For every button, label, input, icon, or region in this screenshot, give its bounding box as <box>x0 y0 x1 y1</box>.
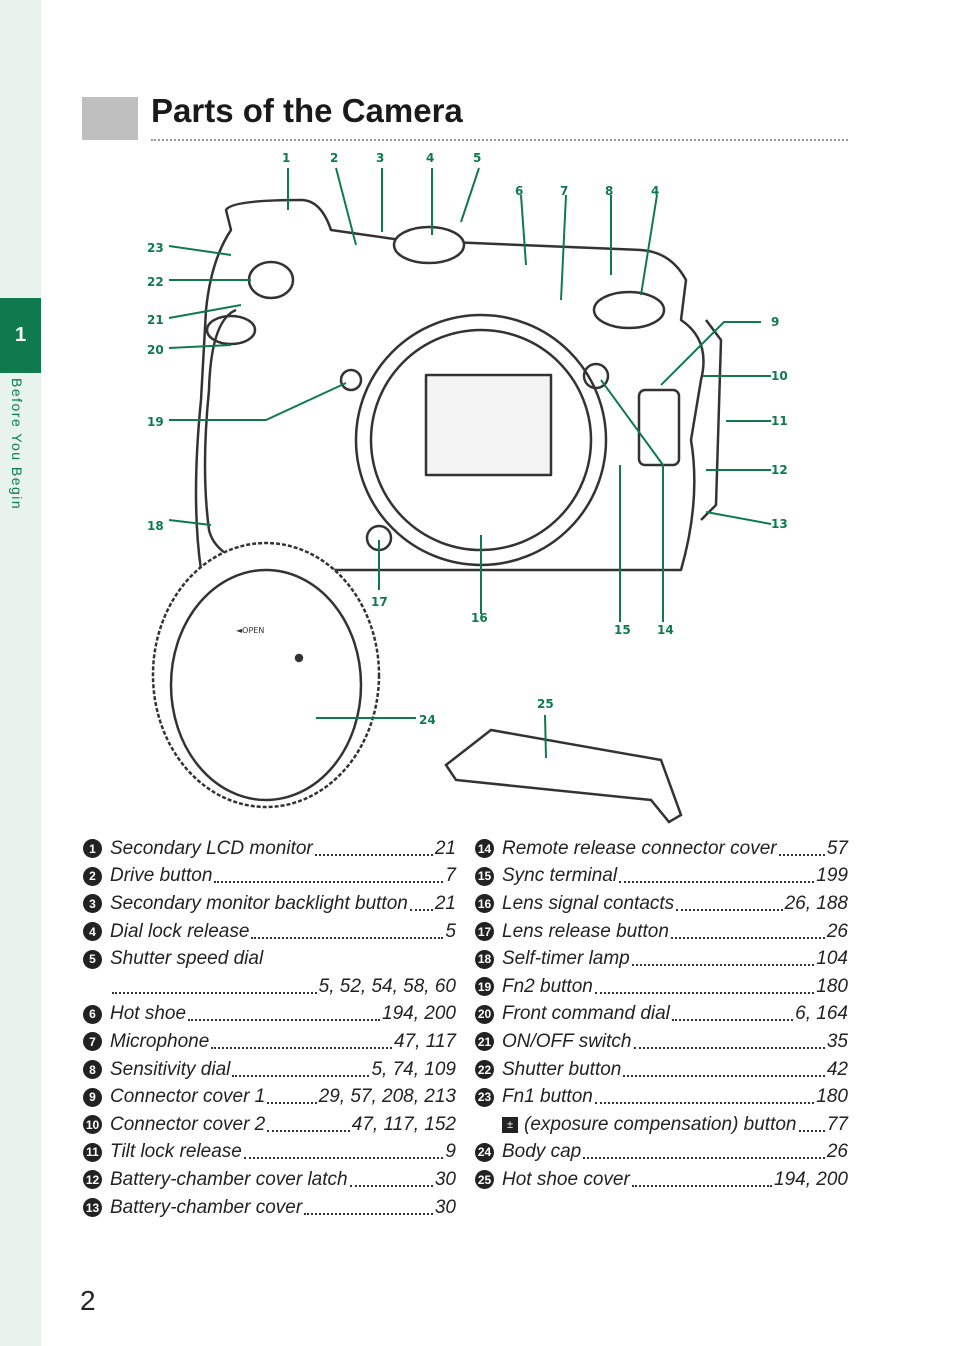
item-label: Shutter button <box>502 1058 622 1080</box>
item-number: 9 <box>83 1088 102 1107</box>
callout: 25 <box>537 697 554 711</box>
list-item <box>83 1139 456 1167</box>
list-item <box>475 945 848 973</box>
callout: 18 <box>147 519 164 533</box>
item-number: 12 <box>83 1170 102 1189</box>
callout: 12 <box>771 463 788 477</box>
title-marker <box>82 97 138 140</box>
callout: 22 <box>147 275 164 289</box>
item-number: 22 <box>475 1060 494 1079</box>
callout: 4 <box>651 184 660 198</box>
item-pages: 47, 117 <box>394 1030 456 1052</box>
callout: 24 <box>419 713 436 727</box>
callout: 3 <box>376 151 385 165</box>
item-pages: 30 <box>434 1196 456 1218</box>
item-number: 2 <box>83 867 102 886</box>
chapter-tab: 1 <box>0 298 41 373</box>
list-item <box>83 1166 456 1194</box>
list-item <box>475 1139 848 1167</box>
exposure-compensation-icon: ± <box>502 1117 518 1133</box>
item-label: Sensitivity dial <box>110 1058 231 1080</box>
item-label: ON/OFF switch <box>502 1030 632 1052</box>
item-label: Connector cover 2 <box>110 1113 266 1135</box>
parts-list-right <box>475 835 848 1194</box>
item-pages: 104 <box>816 948 848 970</box>
item-number: 3 <box>83 894 102 913</box>
item-number: 16 <box>475 894 494 913</box>
item-label: Hot shoe <box>110 1003 187 1025</box>
callout: 16 <box>471 611 488 625</box>
item-label: Dial lock release <box>110 920 250 942</box>
item-pages: 9 <box>445 1141 456 1163</box>
item-label: Fn1 button <box>502 1086 593 1108</box>
item-number: 5 <box>83 950 102 969</box>
list-item <box>83 945 456 973</box>
item-label: Self-timer lamp <box>502 948 630 970</box>
item-pages: 21 <box>434 892 456 914</box>
item-label: Body cap <box>502 1141 582 1163</box>
item-label: (exposure compensation) button <box>524 1113 797 1135</box>
item-number: 7 <box>83 1032 102 1051</box>
item-label: Battery-chamber cover <box>110 1196 303 1218</box>
list-item <box>475 835 848 863</box>
item-label: Secondary LCD monitor <box>110 837 313 859</box>
list-item <box>83 918 456 946</box>
list-item <box>83 1194 456 1222</box>
item-label: Connector cover 1 <box>110 1086 266 1108</box>
item-pages: 180 <box>816 1086 848 1108</box>
callout: 6 <box>515 184 524 198</box>
callout: 7 <box>560 184 569 198</box>
item-label: Shutter speed dial <box>110 948 264 970</box>
callout: 14 <box>657 623 674 637</box>
list-item <box>475 1111 848 1139</box>
list-item <box>475 890 848 918</box>
item-pages: 47, 117, 152 <box>351 1113 456 1135</box>
item-label: Remote release connector cover <box>502 837 777 859</box>
callout: 11 <box>771 414 788 428</box>
list-item <box>83 1111 456 1139</box>
callout: 2 <box>330 151 339 165</box>
list-item <box>475 863 848 891</box>
item-number: 11 <box>83 1143 102 1162</box>
item-number: 14 <box>475 839 494 858</box>
list-item <box>83 1083 456 1111</box>
callout: 17 <box>371 595 388 609</box>
item-number: 10 <box>83 1115 102 1134</box>
item-number: 25 <box>475 1170 494 1189</box>
item-pages: 199 <box>816 865 848 887</box>
callout: 5 <box>473 151 482 165</box>
callout: 8 <box>605 184 614 198</box>
item-number: 6 <box>83 1005 102 1024</box>
item-number: 8 <box>83 1060 102 1079</box>
callout: 23 <box>147 241 164 255</box>
item-pages: 5 <box>445 920 456 942</box>
item-pages: 194, 200 <box>382 1003 456 1025</box>
body-cap-label: ◄OPEN <box>236 626 265 635</box>
item-pages: 26 <box>826 920 848 942</box>
item-number: 19 <box>475 977 494 996</box>
callout: 10 <box>771 369 788 383</box>
item-pages: 194, 200 <box>774 1168 848 1190</box>
camera-illustration <box>41 140 911 830</box>
list-item <box>83 890 456 918</box>
list-item <box>475 1083 848 1111</box>
page-title: Parts of the Camera <box>151 92 463 129</box>
callout: 4 <box>426 151 435 165</box>
list-item <box>83 1056 456 1084</box>
item-number: 24 <box>475 1143 494 1162</box>
item-pages: 26, 188 <box>784 892 848 914</box>
list-item <box>475 973 848 1001</box>
item-pages: 35 <box>826 1030 848 1052</box>
item-label: Battery-chamber cover latch <box>110 1168 348 1190</box>
item-label: Sync terminal <box>502 865 618 887</box>
item-pages: 7 <box>445 865 456 887</box>
item-pages: 42 <box>826 1058 848 1080</box>
callout: 13 <box>771 517 788 531</box>
item-label: Front command dial <box>502 1003 670 1025</box>
item-pages: 29, 57, 208, 213 <box>318 1086 456 1108</box>
item-pages: 21 <box>434 837 456 859</box>
callout: 21 <box>147 313 164 327</box>
item-pages: 26 <box>826 1141 848 1163</box>
list-item <box>83 863 456 891</box>
item-number: 21 <box>475 1032 494 1051</box>
list-item <box>475 1001 848 1029</box>
item-number: 17 <box>475 922 494 941</box>
item-label: Hot shoe cover <box>502 1168 630 1190</box>
list-item <box>475 1056 848 1084</box>
item-pages: 57 <box>826 837 848 859</box>
item-label: Fn2 button <box>502 975 593 997</box>
item-number: 23 <box>475 1088 494 1107</box>
list-item <box>83 1001 456 1029</box>
item-label: Lens signal contacts <box>502 892 675 914</box>
item-number: 18 <box>475 950 494 969</box>
item-number: 1 <box>83 839 102 858</box>
callout: 20 <box>147 343 164 357</box>
item-label: Tilt lock release <box>110 1141 242 1163</box>
chapter-title: Before You Begin <box>9 378 25 511</box>
item-label: Lens release button <box>502 920 669 942</box>
item-number: 20 <box>475 1005 494 1024</box>
list-item <box>83 835 456 863</box>
list-item <box>83 973 456 1001</box>
page-number: 2 <box>80 1285 96 1316</box>
item-pages: 6, 164 <box>795 1003 848 1025</box>
item-number: 4 <box>83 922 102 941</box>
list-item <box>475 1028 848 1056</box>
item-pages: 5, 52, 54, 58, 60 <box>318 975 456 997</box>
item-pages: 30 <box>434 1168 456 1190</box>
chapter-sidebar <box>0 0 41 1346</box>
item-label: Secondary monitor backlight button <box>110 892 408 914</box>
item-pages: 77 <box>826 1113 848 1135</box>
callout: 15 <box>614 623 631 637</box>
parts-list-left <box>83 835 456 1221</box>
item-label: Microphone <box>110 1030 210 1052</box>
callout: 19 <box>147 415 164 429</box>
item-label: Drive button <box>110 865 213 887</box>
list-item <box>475 918 848 946</box>
item-pages: 5, 74, 109 <box>371 1058 456 1080</box>
callout: 1 <box>282 151 291 165</box>
list-item <box>475 1166 848 1194</box>
item-pages: 180 <box>816 975 848 997</box>
item-number: 15 <box>475 867 494 886</box>
callout: 9 <box>771 315 780 329</box>
item-number: 13 <box>83 1198 102 1217</box>
list-item <box>83 1028 456 1056</box>
